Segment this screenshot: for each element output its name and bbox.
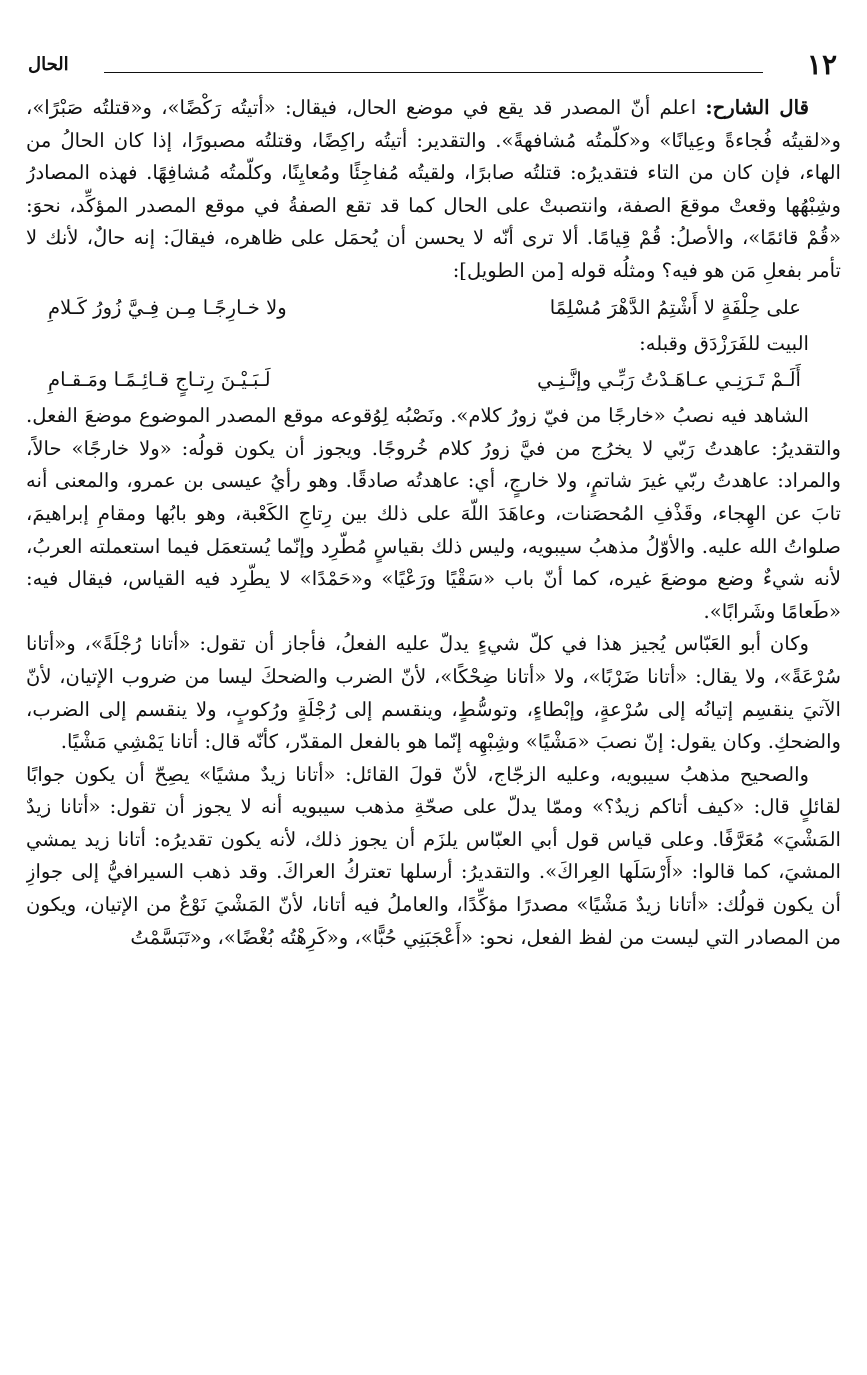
document-page bbox=[26, 48, 841, 1358]
page-number: ١٢ bbox=[806, 48, 837, 81]
poetry-verse bbox=[26, 360, 841, 400]
poetry-verse bbox=[26, 288, 841, 328]
verse-first-hemistich: أَلَـمْ تَـرَنِـي عـاهَـدْتُ رَبِّـي وإنَّـنِـي bbox=[537, 368, 801, 392]
paragraph-shahid: الشاهد فيه نصبُ «خارجًا من فيّ زورُ كلام». ونَصْبُه لِوُقوعه موقع المصدر الموضوع موضعَ الفعل. والتقديرُ: عاهدتُ رَبّي لا يخرُج من فيَّ زورُ كلام خُروجًا. ويجوز أن يكون قولُه: «ولا خارجًا» حالاً، والمراد: عاهدتُ ربّي غيرَ شاتمٍ، ولا خارجٍ، أي: عاهدتُه صادقًا. وهو رأيُ عيسى بن عمرو، والمعنى أنه تابَ عن الهِجاء، وقَذْفِ المُحصَنات، وعاهَدَ اللّهَ على ذلك بين رِتاجِ الكَعْبة، وهو بابُها ومقامِ إبراهيمَ، صلواتُ الله عليه. والأوّلُ مذهبُ سيبويه، وليس ذلك بقياسٍ مُطّرِد وإنّما يُستعمَل فيما استعملته العربُ، لأنه شيءٌ وضع موضعَ غيره، كما أنّ باب «سَقْيًا ورَعْيًا» و«حَمْدًا» لا يطّرِد فيه القياس، فيقال فيه: «طَعامًا وشَرابًا». bbox=[26, 404, 841, 623]
page-header bbox=[26, 48, 841, 92]
paragraph-commentary-intro bbox=[26, 92, 841, 288]
speaker-label: قال الشارح: bbox=[705, 96, 809, 119]
running-title: الحال bbox=[28, 54, 69, 75]
verse-second-hemistich: ولا خـارِجًـا مِـن فِـيَّ زُورُ كَـلامِ bbox=[48, 295, 287, 319]
verse-second-hemistich: لَـبَـيْـنَ رِتـاجٍ قـائِـمًـا ومَـقـامِ bbox=[48, 368, 271, 392]
paragraph-abu-al-abbas: وكان أبو العَبّاس يُجيز هذا في كلّ شيءٍ يدلّ عليه الفعلُ، فأجاز أن تقول: «أتانا رُجْلَةً»، و«أتانا سُرْعَةً»، ولا يقال: «أتانا ضَرْبًا»، ولا «أتانا ضِحْكًا»، لأنّ الضرب والضحكَ ليسا من ضروب الإتيان، لأنّ الآتيَ ينقسِم إتيانُه إلى سُرْعةٍ، وإبْطاءٍ، وتوسُّطٍ، وينقسم إلى رُجْلَةٍ ورُكوبٍ، ولا ينقسم إلى الضرب، والضحكِ. وكان يقول: إنّ نصبَ «مَشْيًا» وشِبْهِه إنّما هو بالفعل المقدّر، كأنّه قال: أتانا يَمْشِي مَشْيًا. bbox=[26, 632, 841, 754]
header-rule bbox=[104, 72, 763, 73]
verse-attribution: البيت للفَرَزْدَق وقبله: bbox=[639, 331, 809, 355]
paragraph-sibawayh: والصحيح مذهبُ سيبويه، وعليه الزجّاج، لأنّ قولَ القائل: «أتانا زيدٌ مشيًا» يصِحّ أن يكون جوابًا لقائلٍ قال: «كيف أتاكم زيدٌ؟» وممّا يدلّ على صحّةِ مذهب سيبويه أنه لا يجوز أن تقول: «أتانا زيدٌ المَشْيَ» مُعَرَّفًا. وعلى قياس قول أبي العبّاس يلزَم أن يجوز ذلك، لأنه يكون تقديرُه: أتانا زيد يمشي المشيَ، كما قالوا: «أَرْسَلَها العِراكَ». والتقديرُ: أرسلها تعتركُ العراكَ. وقد ذهب السيرافيُّ إلى جوازِ أن يكون قولُك: «أتانا زيدٌ مَشْيًا» مصدرًا مؤكِّدًا، والعاملُ فيه أتانا، لأنّ المَشْيَ نَوْعٌ من الإتيان، ويكون من المصادر التي ليست من لفظ الفعل، نحو: «أَعْجَبَنِي حُبًّا»، و«كَرِهْتُه بُغْضًا»، و«تَبَسَّمْتُ bbox=[26, 762, 841, 949]
page-body bbox=[26, 92, 841, 954]
paragraph-text: اعلم أنّ المصدر قد يقع في موضع الحال، فيقال: «أتيتُه رَكْضًا»، و«قتلتُه صَبْرًا»، و«لقيتُه فُجاءةً وعِيانًا» و«كلّمتُه مُشافهةً». والتقدير: أتيتُه راكِضًا، وقتلتُه مصبورًا، إذا كان الحالُ من الهاء، فإن كان من التاء فتقديرُه: قتلتُه صابرًا، ولقيتُه مُفاجِئًا ومُعايِنًا، وكلّمتُه مُشافِهًا. فهذه المصادرُ وشِبْهُها وقعتْ موقعَ الصفة، وانتصبتْ على الحال كما قد تقع الصفةُ في موقع المصدر المؤكِّد، نحوَ: «قُمْ قائمًا»، والأصلُ: قُمْ قِيامًا. ألا ترى أنّه لا يحسن أن يُحمَل على ظاهره، فيقالَ: إنه حالٌ، لأنك لا تأمر بفعلِ مَن هو فيه؟ ومثلُه قوله [من الطويل]: bbox=[26, 96, 841, 282]
verse-first-hemistich: على حِلْفَةٍ لا أَشْتِمُ الدَّهْرَ مُسْلِمًا bbox=[549, 295, 801, 319]
